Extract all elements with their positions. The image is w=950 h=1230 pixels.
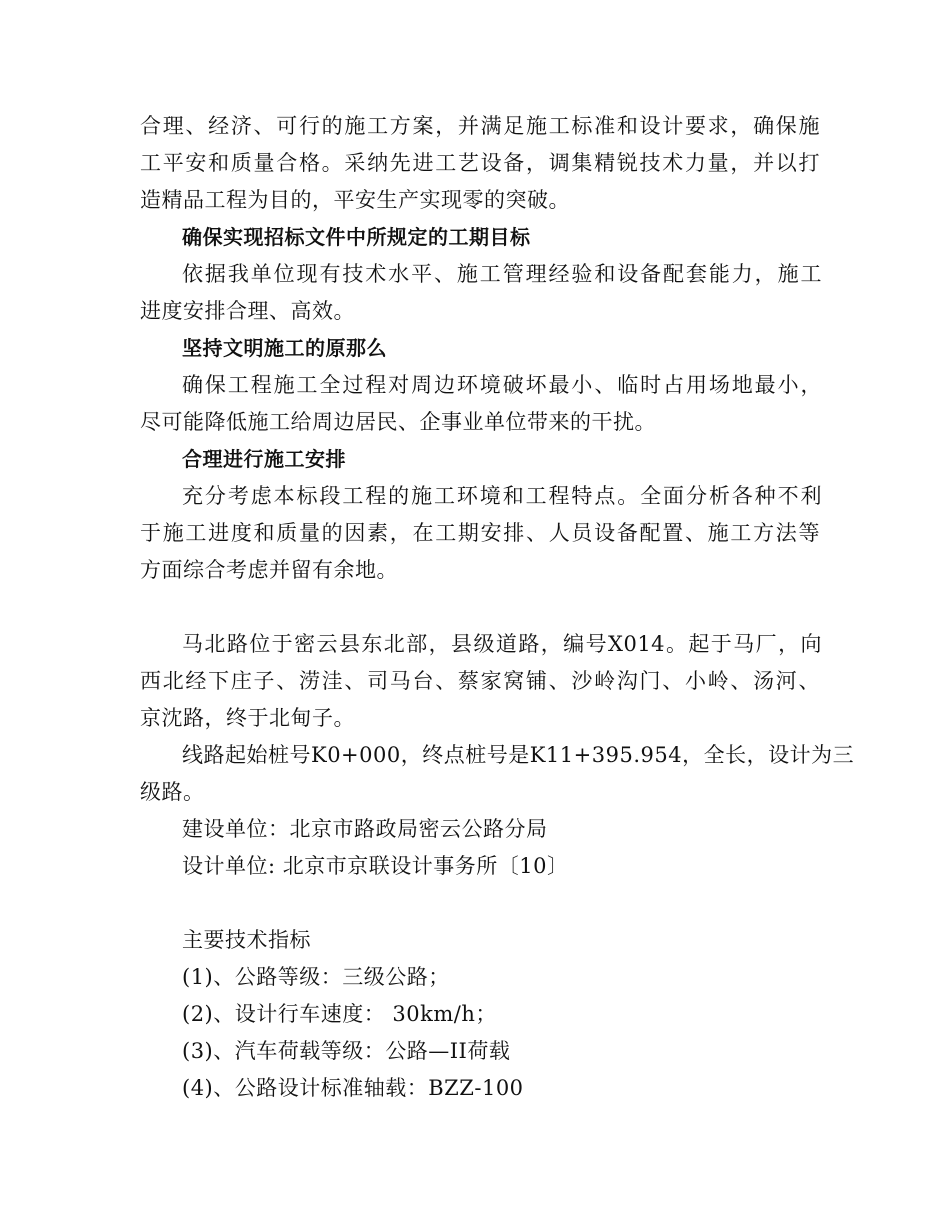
section-heading-civil: 坚持文明施工的原那么	[182, 336, 387, 360]
intro-line-2: 工平安和质量合格。采纳先进工艺设备，调集精锐技术力量，并以打	[140, 151, 820, 175]
specs-heading: 主要技术指标	[182, 928, 311, 952]
arrange-line-3: 方面综合考虑并留有余地。	[140, 558, 398, 582]
arrange-line-1: 充分考虑本标段工程的施工环境和工程特点。全面分析各种不利	[182, 484, 822, 508]
arrange-line-2: 于施工进度和质量的因素，在工期安排、人员设备配置、施工方法等	[140, 521, 820, 545]
road-line-2: 西北经下庄子、涝洼、司马台、蔡家窝铺、沙岭沟门、小岭、汤河、	[140, 669, 820, 693]
road-line-1: 马北路位于密云县东北部，县级道路，编号X014。起于马厂，向	[182, 632, 822, 656]
spec-item: (2)、设计行车速度： 30km/h；	[182, 1002, 497, 1026]
section-heading-schedule: 确保实现招标文件中所规定的工期目标	[182, 225, 531, 249]
road-line-5: 级路。	[140, 780, 205, 804]
spec-item: (1)、公路等级：三级公路；	[182, 965, 450, 989]
spec-item: (4)、公路设计标准轴载：BZZ-100	[182, 1076, 524, 1100]
civil-line-1: 确保工程施工全过程对周边环境破坏最小、临时占用场地最小，	[182, 373, 822, 397]
intro-line-3: 造精品工程为目的，平安生产实现零的突破。	[140, 188, 570, 212]
road-line-3: 京沈路，终于北甸子。	[140, 706, 355, 730]
road-line-4: 线路起始桩号K0+000，终点桩号是K11+395.954，全长，设计为三	[182, 743, 855, 767]
spec-item: (3)、汽车荷载等级：公路—II荷载	[182, 1039, 511, 1063]
section-heading-arrange: 合理进行施工安排	[182, 447, 346, 471]
schedule-line-1: 依据我单位现有技术水平、施工管理经验和设备配套能力，施工	[182, 262, 822, 286]
intro-line-1: 合理、经济、可行的施工方案，并满足施工标准和设计要求，确保施	[140, 114, 820, 138]
schedule-line-2: 进度安排合理、高效。	[140, 299, 355, 323]
civil-line-2: 尽可能降低施工给周边居民、企事业单位带来的干扰。	[140, 410, 656, 434]
builder-line: 建设单位：北京市路政局密云公路分局	[182, 817, 548, 841]
designer-line: 设计单位: 北京市京联设计事务所〔10〕	[182, 854, 569, 878]
